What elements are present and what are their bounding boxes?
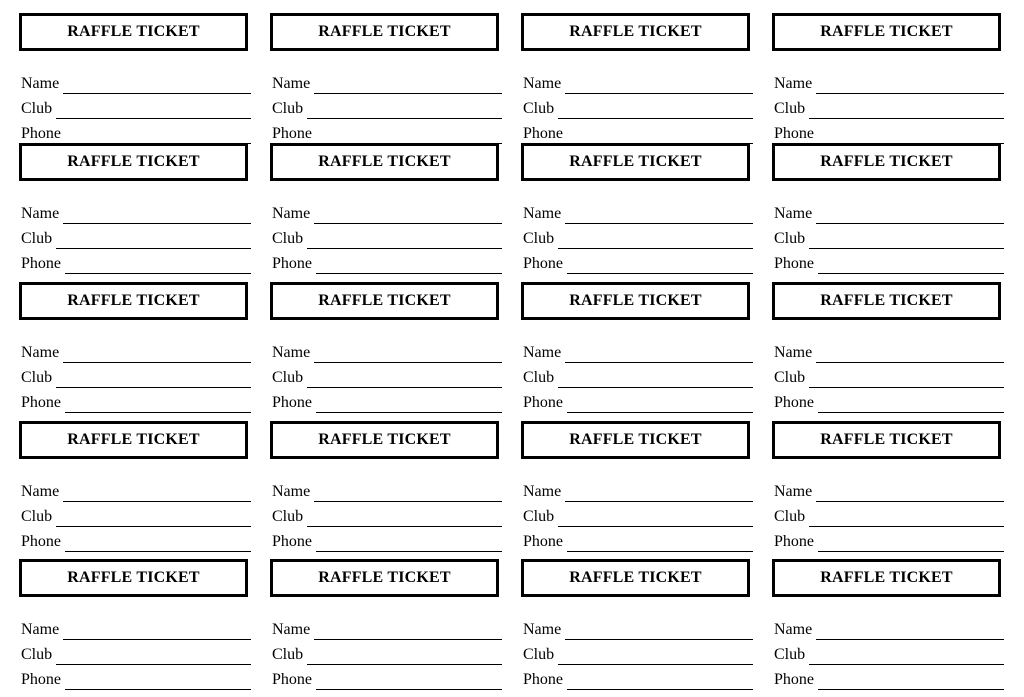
ticket-field-name bbox=[774, 480, 1004, 500]
ticket-field-name bbox=[272, 72, 502, 92]
ticket-field-name bbox=[774, 202, 1004, 222]
field-label: Phone bbox=[21, 255, 61, 272]
ticket-title: RAFFLE TICKET bbox=[270, 13, 499, 51]
field-label: Phone bbox=[21, 671, 61, 688]
blank-line bbox=[809, 371, 1004, 388]
ticket-title: RAFFLE TICKET bbox=[772, 559, 1001, 597]
blank-line bbox=[314, 346, 502, 363]
field-label: Phone bbox=[21, 394, 61, 411]
blank-line bbox=[818, 673, 1004, 690]
ticket-field-name bbox=[272, 341, 502, 361]
ticket-field-phone bbox=[272, 530, 502, 550]
field-label: Club bbox=[774, 646, 806, 663]
blank-line bbox=[567, 127, 753, 144]
blank-line bbox=[558, 102, 753, 119]
blank-line bbox=[56, 510, 251, 527]
field-label: Phone bbox=[272, 671, 312, 688]
blank-line bbox=[56, 648, 251, 665]
field-label: Club bbox=[272, 646, 304, 663]
raffle-ticket bbox=[19, 559, 255, 688]
ticket-field-name bbox=[774, 618, 1004, 638]
field-label: Club bbox=[21, 369, 53, 386]
ticket-field-phone bbox=[21, 391, 251, 411]
blank-line bbox=[809, 102, 1004, 119]
ticket-field-phone bbox=[272, 668, 502, 688]
ticket-field-name bbox=[21, 72, 251, 92]
field-label: Club bbox=[523, 230, 555, 247]
field-label: Phone bbox=[272, 533, 312, 550]
ticket-field-club bbox=[21, 227, 251, 247]
blank-line bbox=[565, 77, 753, 94]
ticket-title: RAFFLE TICKET bbox=[19, 13, 248, 51]
raffle-ticket bbox=[521, 559, 757, 688]
blank-line bbox=[307, 510, 502, 527]
blank-line bbox=[558, 232, 753, 249]
blank-line bbox=[816, 77, 1004, 94]
ticket-title: RAFFLE TICKET bbox=[270, 559, 499, 597]
blank-line bbox=[56, 102, 251, 119]
blank-line bbox=[316, 127, 502, 144]
field-label: Name bbox=[21, 75, 60, 92]
blank-line bbox=[65, 127, 251, 144]
field-label: Club bbox=[523, 100, 555, 117]
raffle-ticket bbox=[270, 143, 506, 272]
ticket-field-phone bbox=[523, 668, 753, 688]
raffle-ticket bbox=[772, 282, 1008, 411]
ticket-field-name bbox=[523, 72, 753, 92]
field-label: Phone bbox=[272, 394, 312, 411]
ticket-field-club bbox=[272, 643, 502, 663]
field-label: Name bbox=[774, 205, 813, 222]
field-label: Club bbox=[21, 646, 53, 663]
raffle-ticket bbox=[772, 559, 1008, 688]
field-label: Club bbox=[21, 230, 53, 247]
blank-line bbox=[567, 257, 753, 274]
blank-line bbox=[63, 346, 251, 363]
ticket-field-phone bbox=[21, 252, 251, 272]
field-label: Name bbox=[774, 75, 813, 92]
field-label: Club bbox=[272, 369, 304, 386]
blank-line bbox=[307, 232, 502, 249]
field-label: Phone bbox=[523, 255, 563, 272]
blank-line bbox=[816, 485, 1004, 502]
field-label: Phone bbox=[272, 255, 312, 272]
blank-line bbox=[314, 623, 502, 640]
blank-line bbox=[818, 535, 1004, 552]
blank-line bbox=[558, 371, 753, 388]
field-label: Name bbox=[774, 344, 813, 361]
ticket-title: RAFFLE TICKET bbox=[270, 421, 499, 459]
blank-line bbox=[63, 623, 251, 640]
raffle-ticket bbox=[270, 559, 506, 688]
raffle-ticket bbox=[270, 421, 506, 550]
field-label: Phone bbox=[774, 533, 814, 550]
ticket-field-club bbox=[272, 366, 502, 386]
ticket-field-phone bbox=[523, 252, 753, 272]
ticket-field-name bbox=[21, 480, 251, 500]
raffle-ticket bbox=[19, 282, 255, 411]
blank-line bbox=[316, 673, 502, 690]
raffle-ticket bbox=[772, 13, 1008, 142]
field-label: Name bbox=[523, 75, 562, 92]
field-label: Name bbox=[523, 621, 562, 638]
field-label: Phone bbox=[21, 125, 61, 142]
ticket-field-club bbox=[523, 643, 753, 663]
blank-line bbox=[307, 371, 502, 388]
ticket-title: RAFFLE TICKET bbox=[521, 421, 750, 459]
blank-line bbox=[56, 232, 251, 249]
blank-line bbox=[809, 510, 1004, 527]
field-label: Name bbox=[21, 483, 60, 500]
ticket-title: RAFFLE TICKET bbox=[772, 143, 1001, 181]
ticket-field-phone bbox=[21, 668, 251, 688]
field-label: Phone bbox=[774, 255, 814, 272]
ticket-field-phone bbox=[272, 122, 502, 142]
field-label: Phone bbox=[774, 671, 814, 688]
field-label: Name bbox=[21, 205, 60, 222]
blank-line bbox=[809, 648, 1004, 665]
field-label: Name bbox=[272, 344, 311, 361]
ticket-field-club bbox=[523, 97, 753, 117]
raffle-ticket bbox=[19, 13, 255, 142]
blank-line bbox=[314, 207, 502, 224]
field-label: Phone bbox=[272, 125, 312, 142]
field-label: Club bbox=[774, 230, 806, 247]
blank-line bbox=[65, 535, 251, 552]
ticket-title: RAFFLE TICKET bbox=[772, 13, 1001, 51]
blank-line bbox=[567, 396, 753, 413]
field-label: Club bbox=[21, 100, 53, 117]
ticket-field-club bbox=[774, 227, 1004, 247]
ticket-field-phone bbox=[774, 391, 1004, 411]
field-label: Club bbox=[272, 230, 304, 247]
raffle-ticket bbox=[270, 13, 506, 142]
ticket-title: RAFFLE TICKET bbox=[521, 282, 750, 320]
ticket-field-club bbox=[774, 643, 1004, 663]
ticket-title: RAFFLE TICKET bbox=[521, 143, 750, 181]
blank-line bbox=[316, 257, 502, 274]
field-label: Phone bbox=[774, 125, 814, 142]
ticket-field-club bbox=[21, 643, 251, 663]
blank-line bbox=[316, 535, 502, 552]
ticket-field-phone bbox=[523, 530, 753, 550]
blank-line bbox=[307, 102, 502, 119]
ticket-field-name bbox=[272, 618, 502, 638]
ticket-field-club bbox=[272, 505, 502, 525]
field-label: Name bbox=[272, 75, 311, 92]
ticket-title: RAFFLE TICKET bbox=[270, 282, 499, 320]
blank-line bbox=[63, 207, 251, 224]
field-label: Name bbox=[272, 621, 311, 638]
field-label: Phone bbox=[523, 394, 563, 411]
ticket-field-phone bbox=[523, 122, 753, 142]
blank-line bbox=[816, 346, 1004, 363]
ticket-title: RAFFLE TICKET bbox=[270, 143, 499, 181]
ticket-field-name bbox=[523, 618, 753, 638]
field-label: Name bbox=[523, 205, 562, 222]
blank-line bbox=[567, 673, 753, 690]
ticket-field-name bbox=[523, 341, 753, 361]
ticket-field-name bbox=[21, 341, 251, 361]
ticket-field-club bbox=[21, 97, 251, 117]
ticket-field-club bbox=[523, 366, 753, 386]
field-label: Club bbox=[272, 100, 304, 117]
blank-line bbox=[558, 648, 753, 665]
field-label: Club bbox=[523, 646, 555, 663]
blank-line bbox=[65, 396, 251, 413]
blank-line bbox=[818, 257, 1004, 274]
ticket-field-club bbox=[272, 227, 502, 247]
ticket-field-name bbox=[21, 618, 251, 638]
ticket-title: RAFFLE TICKET bbox=[19, 559, 248, 597]
blank-line bbox=[565, 485, 753, 502]
ticket-field-club bbox=[774, 505, 1004, 525]
field-label: Phone bbox=[21, 533, 61, 550]
field-label: Name bbox=[272, 483, 311, 500]
field-label: Name bbox=[523, 483, 562, 500]
field-label: Name bbox=[774, 483, 813, 500]
ticket-field-club bbox=[523, 227, 753, 247]
ticket-field-club bbox=[523, 505, 753, 525]
field-label: Name bbox=[774, 621, 813, 638]
ticket-field-club bbox=[774, 366, 1004, 386]
field-label: Club bbox=[523, 369, 555, 386]
ticket-field-club bbox=[21, 505, 251, 525]
field-label: Phone bbox=[774, 394, 814, 411]
ticket-title: RAFFLE TICKET bbox=[772, 421, 1001, 459]
ticket-field-club bbox=[21, 366, 251, 386]
raffle-ticket bbox=[772, 421, 1008, 550]
field-label: Club bbox=[21, 508, 53, 525]
field-label: Club bbox=[774, 100, 806, 117]
ticket-field-phone bbox=[272, 252, 502, 272]
field-label: Name bbox=[523, 344, 562, 361]
blank-line bbox=[818, 396, 1004, 413]
ticket-field-name bbox=[774, 341, 1004, 361]
ticket-title: RAFFLE TICKET bbox=[19, 421, 248, 459]
ticket-field-name bbox=[272, 480, 502, 500]
field-label: Name bbox=[272, 205, 311, 222]
blank-line bbox=[314, 485, 502, 502]
ticket-field-name bbox=[774, 72, 1004, 92]
ticket-field-phone bbox=[21, 530, 251, 550]
raffle-ticket bbox=[772, 143, 1008, 272]
field-label: Club bbox=[272, 508, 304, 525]
ticket-title: RAFFLE TICKET bbox=[19, 143, 248, 181]
field-label: Name bbox=[21, 621, 60, 638]
blank-line bbox=[307, 648, 502, 665]
blank-line bbox=[565, 623, 753, 640]
raffle-ticket bbox=[19, 421, 255, 550]
blank-line bbox=[63, 77, 251, 94]
field-label: Name bbox=[21, 344, 60, 361]
ticket-field-phone bbox=[774, 252, 1004, 272]
ticket-field-name bbox=[272, 202, 502, 222]
blank-line bbox=[56, 371, 251, 388]
blank-line bbox=[816, 207, 1004, 224]
ticket-field-phone bbox=[774, 122, 1004, 142]
raffle-ticket bbox=[521, 143, 757, 272]
ticket-title: RAFFLE TICKET bbox=[19, 282, 248, 320]
ticket-field-phone bbox=[523, 391, 753, 411]
field-label: Phone bbox=[523, 125, 563, 142]
ticket-field-name bbox=[21, 202, 251, 222]
raffle-ticket bbox=[270, 282, 506, 411]
field-label: Phone bbox=[523, 533, 563, 550]
raffle-ticket bbox=[19, 143, 255, 272]
blank-line bbox=[316, 396, 502, 413]
ticket-field-name bbox=[523, 480, 753, 500]
ticket-field-phone bbox=[21, 122, 251, 142]
ticket-title: RAFFLE TICKET bbox=[521, 559, 750, 597]
field-label: Phone bbox=[523, 671, 563, 688]
blank-line bbox=[809, 232, 1004, 249]
blank-line bbox=[314, 77, 502, 94]
ticket-field-name bbox=[523, 202, 753, 222]
blank-line bbox=[565, 346, 753, 363]
blank-line bbox=[558, 510, 753, 527]
blank-line bbox=[63, 485, 251, 502]
blank-line bbox=[565, 207, 753, 224]
ticket-field-club bbox=[272, 97, 502, 117]
blank-line bbox=[818, 127, 1004, 144]
ticket-field-phone bbox=[774, 668, 1004, 688]
ticket-field-phone bbox=[272, 391, 502, 411]
field-label: Club bbox=[774, 369, 806, 386]
blank-line bbox=[816, 623, 1004, 640]
ticket-title: RAFFLE TICKET bbox=[521, 13, 750, 51]
ticket-field-club bbox=[774, 97, 1004, 117]
blank-line bbox=[65, 673, 251, 690]
raffle-ticket bbox=[521, 421, 757, 550]
raffle-ticket bbox=[521, 13, 757, 142]
field-label: Club bbox=[774, 508, 806, 525]
ticket-title: RAFFLE TICKET bbox=[772, 282, 1001, 320]
raffle-ticket bbox=[521, 282, 757, 411]
ticket-field-phone bbox=[774, 530, 1004, 550]
blank-line bbox=[65, 257, 251, 274]
blank-line bbox=[567, 535, 753, 552]
field-label: Club bbox=[523, 508, 555, 525]
